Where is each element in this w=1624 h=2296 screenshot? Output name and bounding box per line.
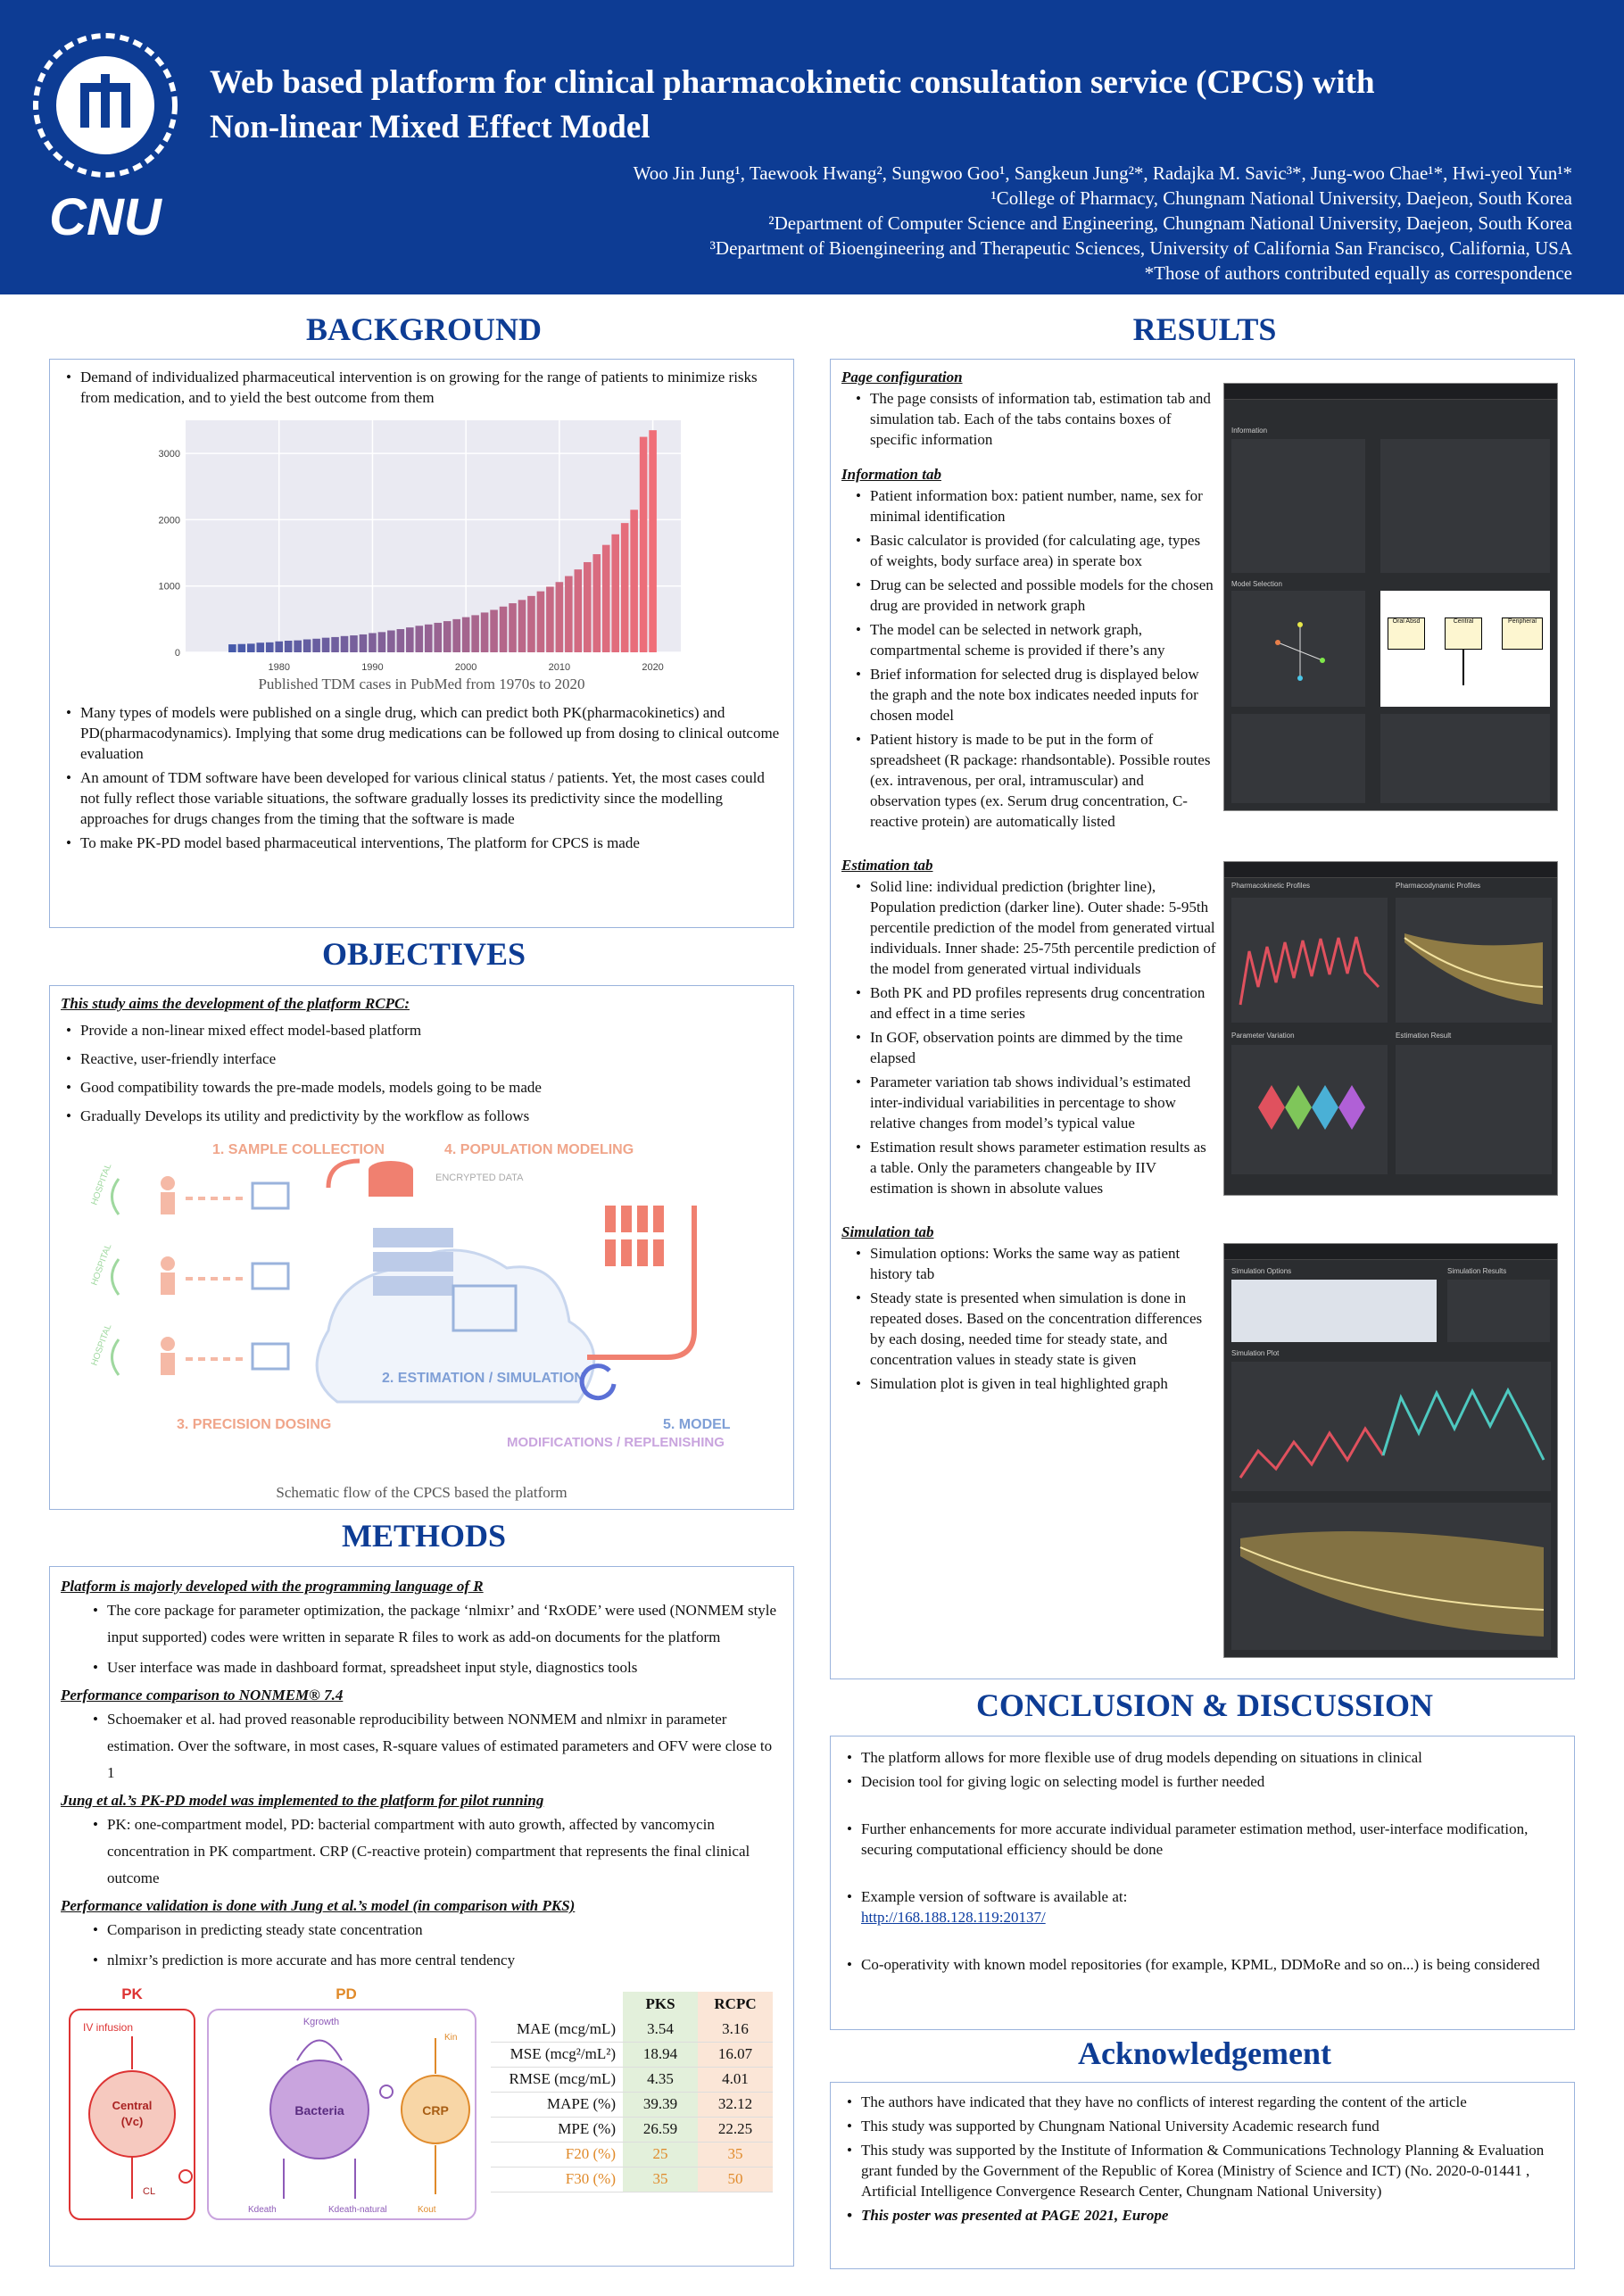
pks-value: 35: [623, 2167, 698, 2192]
background-box: [49, 359, 794, 928]
bar: [397, 629, 405, 652]
table-row: [491, 2042, 773, 2067]
pk-label: PK: [121, 1985, 143, 2002]
bar: [443, 621, 452, 652]
ss-central-compartment: Central: [1445, 618, 1482, 650]
performance-table: [491, 1992, 773, 2192]
ss-peripheral-compartment: Peripheral: [1502, 618, 1543, 650]
central-label: Central: [112, 2099, 153, 2112]
step-model: 5. MODEL: [663, 1417, 731, 1432]
tdm-bar-chart: [150, 411, 694, 679]
cnu-logo-icon: [25, 25, 186, 248]
info-tab-screenshot: [1223, 383, 1558, 811]
ss-oral-compartment: Oral Absd: [1388, 618, 1425, 650]
bar: [285, 641, 293, 652]
hospital-label-1: HOSPITAL: [89, 1162, 114, 1207]
info-item-6: • Patient history is made to be put in the form of spreadsheet (R package: rhandsontable). Possible routes (ex. intravenous, per oral, intramuscular) and observation types (ex. Serum drug concentration, C-reactive protein) are automatically listed: [850, 729, 1216, 832]
growth-loop: [297, 2041, 342, 2061]
bar: [500, 607, 508, 652]
bar: [611, 535, 619, 652]
workflow-diagram: [70, 1134, 783, 1482]
encrypted-data-label: ENCRYPTED DATA: [435, 1173, 524, 1183]
ss-model-selection-title: Model Selection: [1231, 580, 1282, 588]
bar: [266, 642, 274, 652]
methods-label-4: Performance validation is done with Jung et al.’s model (in comparison with PKS): [61, 1897, 576, 1914]
ack-heading: Acknowledgement: [1078, 2035, 1331, 2071]
poster-header: [0, 0, 1624, 294]
bacteria-label: Bacteria: [294, 2103, 344, 2118]
ss-simulation-plot-title: Simulation Plot: [1231, 1349, 1280, 1357]
bar: [238, 644, 246, 652]
crp-label: CRP: [422, 2103, 449, 2118]
table-row: [491, 2017, 773, 2042]
bar: [584, 562, 592, 652]
bar: [527, 596, 535, 652]
ack-box: [830, 2082, 1575, 2269]
bar: [331, 637, 339, 652]
ss-parameter-variation-title: Parameter Variation: [1231, 1032, 1295, 1040]
bar: [592, 554, 601, 652]
step-modifications: MODIFICATIONS / REPLENISHING: [507, 1435, 725, 1450]
patient-icons: [161, 1176, 175, 1375]
bar: [434, 623, 442, 652]
methods-label-1: Platform is majorly developed with the programming language of R: [61, 1578, 484, 1595]
rcpc-value: 50: [698, 2167, 773, 2192]
pks-value: 3.54: [623, 2017, 698, 2042]
cycle-arrow-top: [328, 1161, 360, 1188]
rcpc-value: 16.07: [698, 2042, 773, 2067]
info-item-3: • Drug can be selected and possible models for the chosen drug are provided in network graph: [850, 575, 1216, 616]
effect-marker-pd: [380, 2085, 393, 2098]
logo-text: CNU: [49, 188, 162, 246]
page-configuration-label: Page configuration: [841, 369, 963, 385]
pd-label: PD: [336, 1985, 357, 2002]
bar: [275, 642, 283, 652]
iv-infusion-label: IV infusion: [83, 2021, 134, 2034]
metric-label: MSE (mcg²/mL²): [491, 2042, 623, 2067]
estimation-tab-label: Estimation tab: [841, 857, 933, 874]
kdeath-label: Kdeath: [248, 2205, 277, 2215]
bar: [537, 592, 545, 652]
vc-label: (Vc): [120, 2115, 144, 2128]
x-tick-label: 1980: [268, 662, 290, 673]
pd-profile-plot: [1396, 898, 1552, 1023]
bar: [565, 576, 573, 652]
cl-label: CL: [143, 2186, 156, 2197]
bar: [294, 641, 302, 652]
metric-label: MAPE (%): [491, 2092, 623, 2117]
step-sample-collection: 1. SAMPLE COLLECTION: [212, 1142, 385, 1157]
col-pks: PKS: [623, 1992, 698, 2017]
network-graph: [1269, 616, 1331, 687]
conclusion-box: [830, 1736, 1575, 2030]
methods-item-1b: • User interface was made in dashboard format, spreadsheet input style, diagnostics tools: [87, 1654, 783, 1681]
objective-4: • Gradually Develops its utility and predictivity by the workflow as follows: [61, 1106, 783, 1126]
results-box: [830, 359, 1575, 1679]
conclusion-1: • The platform allows for more flexible use of drug models depending on situations in clinical: [841, 1747, 1563, 1768]
bar: [490, 609, 498, 652]
conclusion-heading: CONCLUSION & DISCUSSION: [975, 1687, 1434, 1723]
ss-pk-profiles-title: Pharmacokinetic Profiles: [1231, 882, 1311, 890]
objectives-intro: This study aims the development of the platform RCPC:: [61, 995, 410, 1012]
bar: [425, 625, 433, 652]
background-bullet-3: • An amount of TDM software have been developed for various clinical status / patients. Yet, the most cases could not fully reflect those variable situations, the software gradually losses its predictivity since the modelling approaches for drugs changes from the timing that the software is made: [61, 767, 783, 829]
monitor-icons: [253, 1183, 288, 1369]
bar: [640, 437, 648, 652]
info-item-5: • Brief information for selected drug is displayed below the graph and the note box indicates needed inputs for chosen model: [850, 664, 1216, 725]
sim-item-2: • Steady state is presented when simulation is done in repeated doses. Based on the concentration differences by each dosing, needed time for steady state, and concentration values in steady state is given: [850, 1288, 1216, 1370]
col-rcpc: RCPC: [698, 1992, 773, 2017]
kin-label: Kin: [444, 2033, 458, 2043]
est-item-3: • In GOF, observation points are dimmed by the time elapsed: [850, 1027, 1216, 1068]
methods-label-2: Performance comparison to NONMEM® 7.4: [61, 1687, 344, 1703]
info-item-2: • Basic calculator is provided (for calculating age, types of weights, body surface area) in sperate box: [850, 530, 1216, 571]
bar: [406, 627, 414, 652]
rcpc-value: 22.25: [698, 2117, 773, 2142]
methods-item-4b: • nlmixr’s prediction is more accurate and has more central tendency: [87, 1947, 783, 1974]
bar: [303, 640, 311, 652]
metric-label: MPE (%): [491, 2117, 623, 2142]
bar: [378, 632, 386, 652]
page-configuration-item: • The page consists of information tab, estimation tab and simulation tab. Each of the tabs contains boxes of specific information: [850, 388, 1216, 450]
authors: Woo Jin Jung¹, Taewook Hwang², Sungwoo Goo¹, Sangkeun Jung²*, Radajka M. Savic³*, Jung-woo Chae¹*, Hwi-yeol Yun¹*: [633, 162, 1572, 184]
ss-information-title: Information: [1231, 427, 1268, 435]
bar: [621, 523, 629, 652]
pks-value: 26.59: [623, 2117, 698, 2142]
x-tick-label: 1990: [361, 662, 384, 673]
ack-1: • The authors have indicated that they have no conflicts of interest regarding the content of the article: [841, 2092, 1563, 2112]
objective-3: • Good compatibility towards the pre-made models, models going to be made: [61, 1077, 783, 1098]
methods-item-3a: • PK: one-compartment model, PD: bacterial compartment with auto growth, affected by vancomycin concentration in PK compartment. CRP (C-reactive protein) compartment that represents the final clinical outcome: [87, 1811, 783, 1892]
objectives-heading: OBJECTIVES: [321, 936, 526, 972]
metric-label: RMSE (mcg/mL): [491, 2067, 623, 2092]
bar: [228, 644, 236, 652]
sim-item-3: • Simulation plot is given in teal highlighted graph: [850, 1373, 1216, 1394]
background-heading: BACKGROUND: [305, 311, 542, 347]
bar: [341, 636, 349, 652]
est-item-2: • Both PK and PD profiles represents drug concentration and effect in a time series: [850, 982, 1216, 1024]
conclusion-5: • Co-operativity with known model repositories (for example, KPML, DDMoRe and so on...) is being considered: [841, 1954, 1563, 1975]
methods-item-1a: • The core package for parameter optimization, the package ‘nlmixr’ and ‘RxODE’ were used (NONMEM style input supported) codes were written in separate R files to work as add-on documents for the platform: [87, 1597, 783, 1651]
estimation-tab-screenshot: [1223, 861, 1558, 1196]
step-estimation-simulation: 2. ESTIMATION / SIMULATION: [382, 1371, 584, 1386]
x-tick-label: 2000: [454, 662, 477, 673]
table-row: [491, 2092, 773, 2117]
kdeath-natural-label: Kdeath-natural: [328, 2205, 387, 2215]
diagram-caption: Schematic flow of the CPCS based the platform: [276, 1484, 568, 1501]
bar: [322, 638, 330, 652]
ack-2: • This study was supported by Chungnam National University Academic research fund: [841, 2116, 1563, 2136]
metric-label: MAE (mcg/mL): [491, 2017, 623, 2042]
est-item-5: • Estimation result shows parameter estimation results as a table. Only the parameters changeable by IIV estimation is shown in absolute values: [850, 1137, 1216, 1198]
chart-caption: Published TDM cases in PubMed from 1970s to 2020: [258, 676, 585, 692]
poster-title: [210, 61, 1602, 150]
rcpc-value: 4.01: [698, 2067, 773, 2092]
authors-block: [634, 161, 1572, 286]
ss-simulation-options-title: Simulation Options: [1231, 1267, 1292, 1275]
bar: [518, 600, 526, 652]
software-link[interactable]: http://168.188.128.119:20137/: [861, 1909, 1046, 1926]
bar: [509, 603, 517, 652]
rcpc-value: 32.12: [698, 2092, 773, 2117]
ss-simulation-results-title: Simulation Results: [1447, 1267, 1507, 1275]
x-tick-label: 2010: [548, 662, 571, 673]
bar: [360, 634, 368, 652]
bar: [630, 510, 638, 652]
info-item-1: • Patient information box: patient number, name, sex for minimal identification: [850, 485, 1216, 526]
bar: [546, 586, 554, 652]
bar: [415, 626, 423, 652]
methods-box: [49, 1566, 794, 2267]
methods-label-3: Jung et al.’s PK-PD model was implemented to the platform for pilot running: [61, 1792, 544, 1809]
pkpd-comparison-area: [61, 1985, 783, 2226]
table-row: [491, 2167, 773, 2192]
sim-item-1: • Simulation options: Works the same way as patient history tab: [850, 1243, 1216, 1284]
results-heading: RESULTS: [1132, 311, 1277, 347]
bar: [575, 569, 583, 652]
bar: [369, 633, 377, 652]
y-tick-label: 0: [174, 648, 180, 659]
table-row: [491, 2142, 773, 2167]
affiliation-3: ³Department of Bioengineering and Therapeutic Sciences, University of California San Francisco, California, USA: [709, 237, 1572, 259]
simulation-conc-plot: [1231, 1362, 1551, 1491]
ss-pd-profiles-title: Pharmacodynamic Profiles: [1396, 882, 1481, 890]
bar: [556, 582, 564, 652]
y-tick-label: 2000: [158, 515, 180, 526]
flow-arrows: [186, 1198, 248, 1359]
bar: [256, 642, 264, 652]
correspondence-note: *Those of authors contributed equally as correspondence: [1144, 262, 1572, 284]
pks-value: 39.39: [623, 2092, 698, 2117]
x-tick-label: 2020: [642, 662, 664, 673]
bar: [350, 635, 358, 652]
objective-2: • Reactive, user-friendly interface: [61, 1049, 783, 1069]
bar: [312, 639, 320, 652]
affiliation-2: ²Department of Computer Science and Engineering, Chungnam National University, Daejeon, South Korea: [768, 212, 1572, 234]
bar: [452, 619, 460, 652]
title-line-2: Non-linear Mixed Effect Model: [210, 109, 650, 145]
central-compartment: [89, 2071, 175, 2157]
methods-heading: METHODS: [341, 1518, 507, 1554]
parameter-violin-plot: [1231, 1045, 1388, 1174]
table-row: [491, 2117, 773, 2142]
bar: [649, 430, 657, 652]
step-population-modeling: 4. POPULATION MODELING: [444, 1142, 634, 1157]
ss-estimation-result-title: Estimation Result: [1396, 1032, 1452, 1040]
effect-marker-pk: [179, 2170, 192, 2183]
pk-profile-plot: [1231, 898, 1388, 1023]
bar: [462, 618, 470, 652]
simulation-tab-screenshot: [1223, 1243, 1558, 1658]
hospital-label-3: HOSPITAL: [89, 1322, 114, 1368]
background-bullet-4: • To make PK-PD model based pharmaceutical interventions, The platform for CPCS is made: [61, 833, 783, 853]
simulation-tab-label: Simulation tab: [841, 1223, 934, 1240]
metric-label: F20 (%): [491, 2142, 623, 2167]
affiliation-1: ¹College of Pharmacy, Chungnam National University, Daejeon, South Korea: [990, 187, 1572, 209]
conclusion-2: • Decision tool for giving logic on selecting model is further needed: [841, 1771, 1563, 1792]
pks-value: 25: [623, 2142, 698, 2167]
ack-3: • This study was supported by the Institute of Information & Communications Technology Planning & Evaluation grant funded by the Government of the Republic of Korea (Ministry of Science and ICT) (No. 2020-0-01441 , Artificial Intelligence Convergence Research Center, Chungnam National University): [841, 2140, 1563, 2201]
conclusion-3: • Further enhancements for more accurate individual parameter estimation method, user-interface modification, securing computational efficiency should be done: [841, 1819, 1563, 1860]
est-item-4: • Parameter variation tab shows individual’s estimated inter-individual variabilities in percentage to show relative changes from model’s typical value: [850, 1072, 1216, 1133]
methods-item-2a: • Schoemaker et al. had proved reasonable reproducibility between NONMEM and nlmixr in parameter estimation. Over the software, in most cases, R-square values of estimated parameters and OFV were close to 1: [87, 1706, 783, 1786]
bar: [602, 545, 610, 652]
conclusion-4: • Example version of software is available at: http://168.188.128.119:20137/: [841, 1886, 1563, 1927]
kgrowth-label: Kgrowth: [302, 2017, 340, 2027]
information-tab-label: Information tab: [841, 466, 941, 483]
metric-label: F30 (%): [491, 2167, 623, 2192]
rcpc-value: 35: [698, 2142, 773, 2167]
y-tick-label: 1000: [158, 581, 180, 593]
methods-item-4a: • Comparison in predicting steady state concentration: [87, 1917, 783, 1944]
ack-4: • This poster was presented at PAGE 2021, Europe: [841, 2205, 1563, 2226]
simulation-effect-plot: [1231, 1503, 1551, 1650]
bar: [481, 612, 489, 652]
pks-value: 4.35: [623, 2067, 698, 2092]
hospital-icons: [112, 1179, 120, 1375]
objectives-box: [49, 985, 794, 1510]
kout-label: Kout: [418, 2205, 436, 2215]
rcpc-value: 3.16: [698, 2017, 773, 2042]
y-tick-label: 3000: [158, 449, 180, 460]
population-icons: [605, 1206, 664, 1266]
pks-value: 18.94: [623, 2042, 698, 2067]
info-item-4: • The model can be selected in network graph, compartmental scheme is provided if there’s any: [850, 619, 1216, 660]
server-icon: [373, 1228, 453, 1296]
bar: [387, 630, 395, 652]
title-line-1: Web based platform for clinical pharmacokinetic consultation service (CPCS) with: [210, 64, 1375, 101]
table-row: [491, 2067, 773, 2092]
bar: [471, 615, 479, 652]
pkpd-model-diagram: [61, 1985, 489, 2226]
est-item-1: • Solid line: individual prediction (brighter line), Population prediction (darker line). Outer shade: 5-95th percentile prediction of the model from generated virtual individuals. Inner shade: 25-75th percentile prediction of the model from generated virtual individuals: [850, 876, 1216, 979]
background-bullet-2: • Many types of models were published on a single drug, which can predict both PK(pharmacokinetics) and PD(pharmacodynamics). Implying that some drug medications can be followed up from dosing to clinical outcome evaluation: [61, 702, 783, 764]
objective-1: • Provide a non-linear mixed effect model-based platform: [61, 1020, 783, 1040]
bar: [247, 643, 255, 652]
step-precision-dosing: 3. PRECISION DOSING: [177, 1417, 332, 1432]
background-bullet-1: • Demand of individualized pharmaceutical intervention is on growing for the range of patients to minimize risks from medication, and to yield the best outcome from them: [61, 367, 783, 408]
hospital-label-2: HOSPITAL: [89, 1242, 114, 1288]
